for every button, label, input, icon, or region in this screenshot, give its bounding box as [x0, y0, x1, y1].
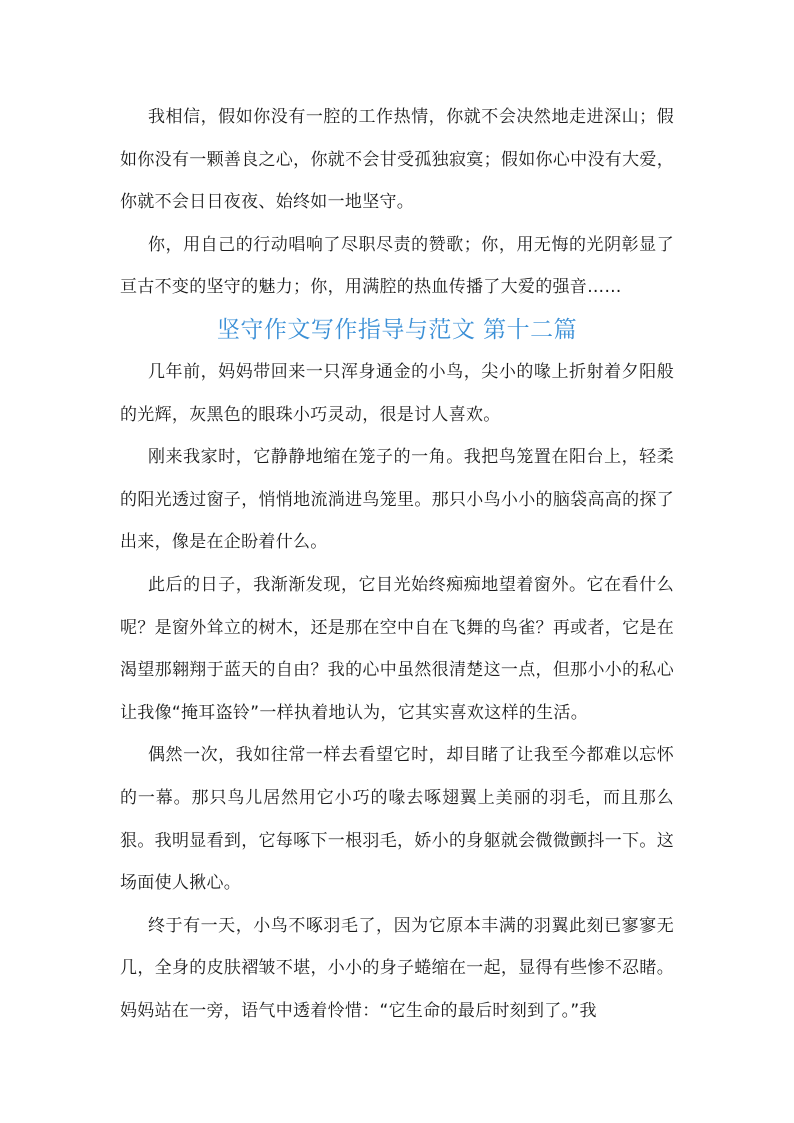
body-paragraph-5: 终于有一天，小鸟不啄羽毛了，因为它原本丰满的羽翼此刻已寥寥无几，全身的皮肤褶皱不堪，小小的身子蜷缩在一起，显得有些惨不忍睹。妈妈站在一旁，语气中透着怜惜：“它生命的最后时刻到了。”我 — [120, 915, 674, 1021]
body-paragraph-1: 几年前，妈妈带回来一只浑身通金的小鸟，尖小的喙上折射着夕阳般的光辉，灰黑色的眼珠小巧灵动，很是讨人喜欢。 — [120, 361, 674, 425]
section-title: 坚守作文写作指导与范文 第十二篇 — [216, 316, 578, 343]
body-paragraph-4: 偶然一次，我如往常一样去看望它时，却目睹了让我至今都难以忘怀的一幕。那只鸟儿居然用它小巧的喙去啄翅翼上美丽的羽毛，而且那么狠。我明显看到，它每啄下一根羽毛，娇小的身躯就会微微颤抖一下。这场面使人揪心。 — [120, 745, 674, 894]
intro-paragraph-2: 你，用自己的行动唱响了尽职尽责的赞歌；你，用无悔的光阴彰显了亘古不变的坚守的魅力；你，用满腔的热血传播了大爱的强音…… — [120, 234, 674, 298]
intro-paragraph-1: 我相信，假如你没有一腔的工作热情，你就不会决然地走进深山；假如你没有一颗善良之心，你就不会甘受孤独寂寞；假如你心中没有大爱，你就不会日日夜夜、始终如一地坚守。 — [120, 107, 674, 213]
body-paragraph-2: 刚来我家时，它静静地缩在笼子的一角。我把鸟笼置在阳台上，轻柔的阳光透过窗子，悄悄地流淌进鸟笼里。那只小鸟小小的脑袋高高的探了出来，像是在企盼着什么。 — [120, 447, 674, 553]
document-page — [120, 96, 674, 1032]
body-paragraph-3: 此后的日子，我渐渐发现，它目光始终痴痴地望着窗外。它在看什么呢？是窗外耸立的树木，还是那在空中自在飞舞的鸟雀？再或者，它是在渴望那翱翔于蓝天的自由？我的心中虽然很清楚这一点，但那小小的私心让我像“掩耳盗铃”一样执着地认为，它其实喜欢这样的生活。 — [120, 574, 674, 723]
